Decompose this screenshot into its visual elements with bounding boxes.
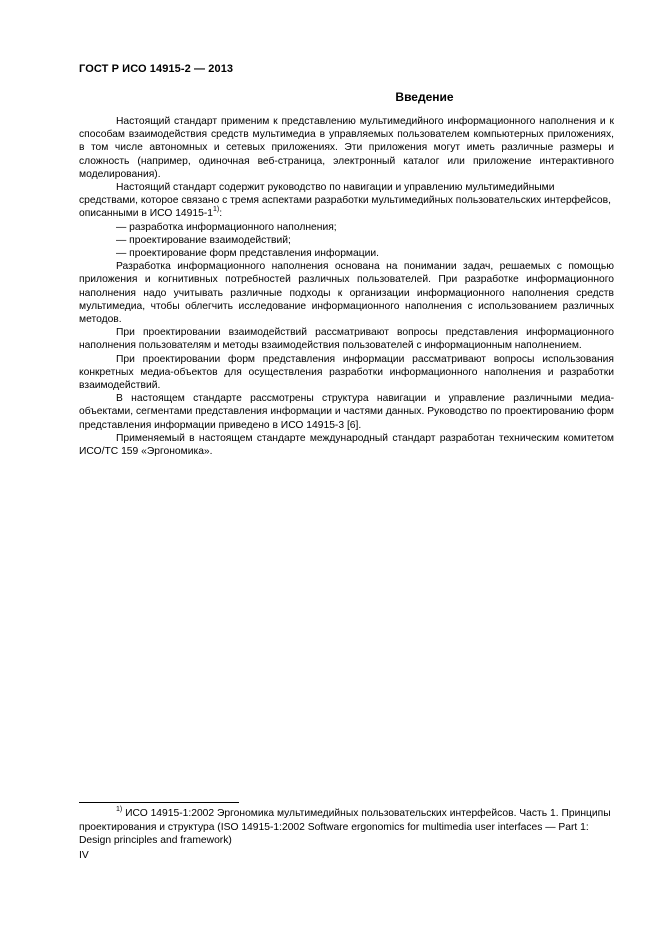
footnote-text: ИСО 14915-1:2002 Эргономика мультимедийных пользовательских интерфейсов. Часть 1. Принципы проектирования и структура (ISO 14915-1:2002 Software ergonomics for multimedia user interfaces — Part 1: Design principles and framework) bbox=[79, 808, 611, 847]
paragraph-guidance bbox=[79, 181, 614, 221]
footnote bbox=[79, 807, 614, 848]
list-item: — проектирование взаимодействий; bbox=[116, 234, 291, 246]
paragraph-media-design: При проектировании форм представления информации рассматривают вопросы использования конкретных медиа-объектов для осуществления разработки информационного наполнения и разработки взаимодействий. bbox=[79, 353, 614, 392]
list-item: — проектирование форм представления информации. bbox=[116, 248, 379, 260]
section-title bbox=[79, 90, 614, 104]
paragraph-content-design: Разработка информационного наполнения основана на понимании задач, решаемых с помощью приложения и когнитивных потребностей различных пользователей. При разработке информационного наполнения надо учитывать различные подходы к организации информационного наполнения средств мультимедиа, чтобы облегчить исследование информационного наполнения с использованием различных методов. bbox=[79, 261, 614, 326]
section-title-text: Введение bbox=[395, 90, 454, 104]
paragraph-scope: Настоящий стандарт применим к представлению мультимедийного информационного наполнения и к способам взаимодействия средств мультимедиа в управляемых пользователем компьютерных приложениях, в том числе автономных и сетевых приложениях. Эти приложения могут иметь различные размеры и сложность (например, одиночная веб-страница, электронный каталог или приложение интерактивного моделирования). bbox=[79, 116, 614, 180]
list-item: — разработка информационного наполнения; bbox=[116, 221, 337, 233]
footnote-mark: 1) bbox=[116, 806, 123, 813]
footnote-divider bbox=[79, 802, 239, 803]
document-header-code: ГОСТ Р ИСО 14915-2 — 2013 bbox=[79, 63, 234, 75]
paragraph-guidance-text: Настоящий стандарт содержит руководство по навигации и управлению мультимедийными средствами, которое связано с тремя аспектами разработки мультимедийных пользовательских интерфейсов, описанными в ИСО 14915-1 bbox=[79, 182, 611, 220]
paragraph-committee: Применяемый в настоящем стандарте международный стандарт разработан техническим комитетом ИСО/ТС 159 «Эргономика». bbox=[79, 432, 614, 458]
footnote-reference[interactable]: 1) bbox=[213, 206, 220, 214]
paragraph-interaction-design: При проектировании взаимодействий рассматривают вопросы представления информационного наполнения пользователям и методы взаимодействия пользователей с информационным наполнением. bbox=[79, 327, 614, 352]
paragraph-guidance-colon: : bbox=[219, 208, 223, 220]
paragraph-navigation-structure: В настоящем стандарте рассмотрены структура навигации и управление различными медиа-объектами, сегментами представления информации и частями данных. Руководство по проектированию форм представления информации приведено в ИСО 14915-3 [6]. bbox=[79, 393, 614, 431]
document-body bbox=[79, 115, 614, 458]
footnote-text-block bbox=[79, 807, 614, 848]
page-number: IV bbox=[79, 850, 89, 861]
